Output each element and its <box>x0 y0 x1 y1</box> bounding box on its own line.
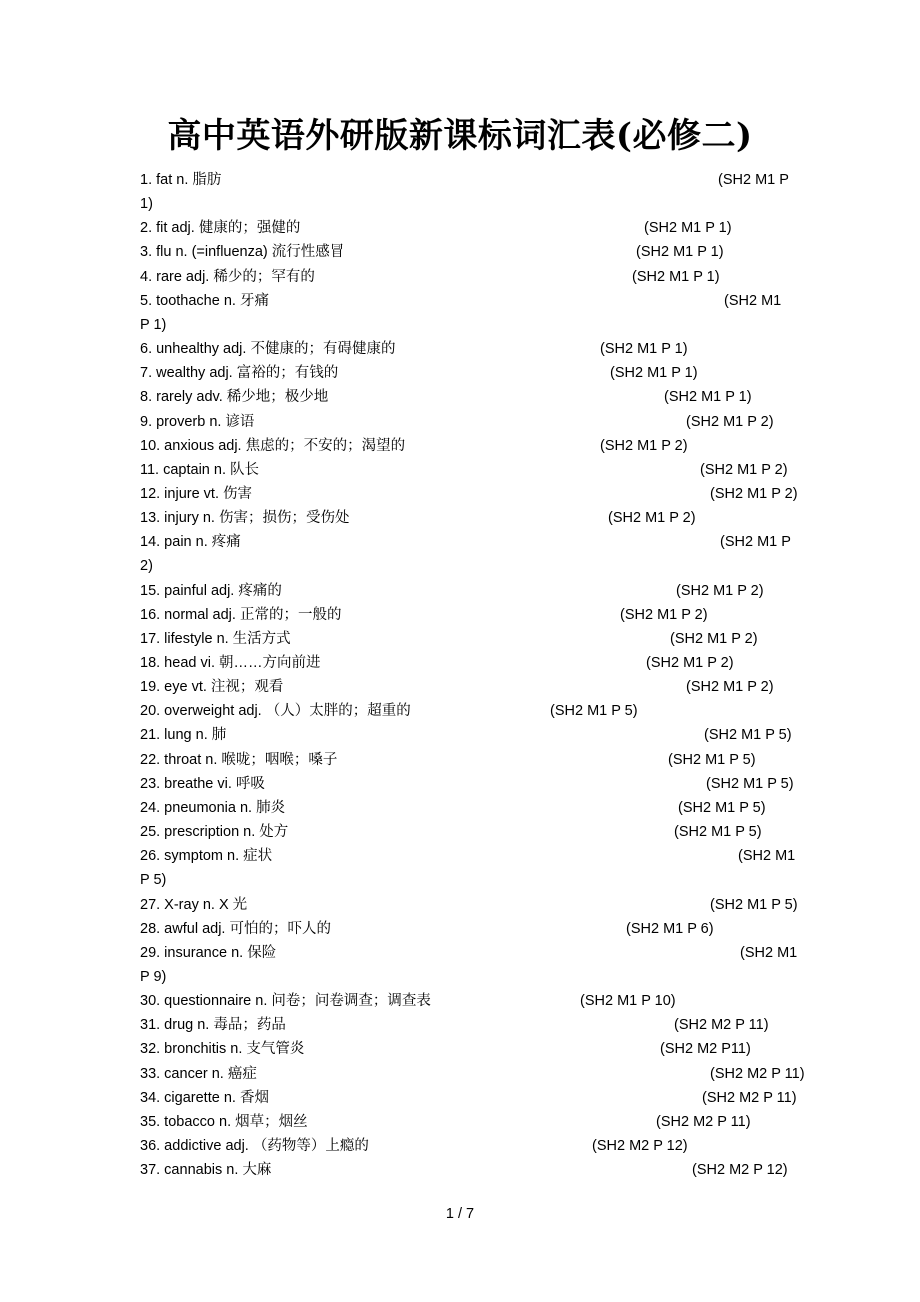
entry-text: 5. toothache n. 牙痛 <box>140 292 269 309</box>
entry-text: 18. head vi. 朝……方向前进 <box>140 655 321 671</box>
entry-reference: (SH2 M1 P 2) <box>676 582 764 599</box>
entry-text: 36. addictive adj. （药物等）上瘾的 <box>140 1138 369 1154</box>
entry-text: 24. pneumonia n. 肺炎 <box>140 799 286 816</box>
entry-reference: (SH2 M1 <box>740 944 798 961</box>
entry-text: 2. fit adj. 健康的；强健的 <box>140 220 301 237</box>
entry-reference: (SH2 M1 P <box>718 172 789 188</box>
entry-text: 29. insurance n. 保险 <box>140 944 277 961</box>
entry-text: 6. unhealthy adj. 不健康的；有碍健康的 <box>140 341 396 358</box>
entry-reference: (SH2 M1 P 10) <box>580 993 676 1010</box>
entry-reference: (SH2 M1 <box>724 292 782 309</box>
entry-reference-continued: P 9) <box>140 968 167 985</box>
entry-reference: (SH2 M1 P 5) <box>550 703 638 720</box>
entry-reference: (SH2 M1 P 1) <box>600 341 688 358</box>
entry-reference: (SH2 M2 P11) <box>660 1041 751 1058</box>
entry-text: 19. eye vt. 注视；观看 <box>140 679 284 696</box>
entry-text: 14. pain n. 疼痛 <box>140 534 241 551</box>
entry-reference: (SH2 M1 P 2) <box>686 413 774 430</box>
entry-text: 37. cannabis n. 大麻 <box>140 1162 272 1179</box>
entry-reference: (SH2 M1 <box>738 848 796 865</box>
page-number: 1 / 7 <box>445 1206 475 1222</box>
entry-reference: (SH2 M1 P 2) <box>608 510 696 527</box>
entry-text: 35. tobacco n. 烟草；烟丝 <box>140 1113 308 1130</box>
entry-reference: (SH2 M1 P 1) <box>664 389 752 406</box>
entry-reference: (SH2 M2 P 12) <box>592 1138 688 1154</box>
entry-reference: (SH2 M1 P 1) <box>644 220 732 237</box>
entry-reference: (SH2 M1 P 2) <box>646 655 734 671</box>
entry-reference: (SH2 M1 P 5) <box>710 896 798 913</box>
entry-text: 20. overweight adj. （人）太胖的；超重的 <box>140 703 411 720</box>
entry-text: 12. injure vt. 伤害 <box>140 485 253 502</box>
entry-reference: (SH2 M1 P 2) <box>600 437 688 454</box>
entry-reference-continued: P 5) <box>140 872 167 889</box>
entry-text: 26. symptom n. 症状 <box>140 848 273 865</box>
entry-text: 7. wealthy adj. 富裕的；有钱的 <box>140 365 339 382</box>
entry-text: 4. rare adj. 稀少的；罕有的 <box>140 268 315 285</box>
entry-reference-continued: P 1) <box>140 316 167 333</box>
entry-reference: (SH2 M1 P 2) <box>710 485 798 502</box>
entry-text: 10. anxious adj. 焦虑的；不安的；渴望的 <box>140 437 406 454</box>
entry-text: 9. proverb n. 谚语 <box>140 413 255 430</box>
entry-text: 34. cigarette n. 香烟 <box>140 1089 269 1106</box>
entry-reference: (SH2 M2 P 11) <box>674 1017 769 1034</box>
entry-text: 27. X-ray n. X 光 <box>140 896 248 913</box>
entry-reference: (SH2 M1 P 5) <box>704 727 792 744</box>
entry-reference: (SH2 M2 P 12) <box>692 1162 788 1179</box>
entry-text: 33. cancer n. 癌症 <box>140 1065 257 1082</box>
entry-text: 23. breathe vi. 呼吸 <box>140 775 265 792</box>
entry-text: 30. questionnaire n. 问卷；问卷调查；调查表 <box>140 993 431 1010</box>
entry-reference: (SH2 M1 P 1) <box>610 365 698 382</box>
entry-text: 16. normal adj. 正常的；一般的 <box>140 606 342 623</box>
entry-text: 13. injury n. 伤害；损伤；受伤处 <box>140 510 350 527</box>
entry-reference: (SH2 M1 P 5) <box>706 775 794 792</box>
entry-reference: (SH2 M2 P 11) <box>710 1065 805 1082</box>
entry-reference: (SH2 M1 P 6) <box>626 920 714 937</box>
entry-reference-continued: 2) <box>140 558 153 575</box>
entry-text: 1. fat n. 脂肪 <box>140 172 222 188</box>
entry-text: 28. awful adj. 可怕的；吓人的 <box>140 920 331 937</box>
entry-text: 11. captain n. 队长 <box>140 461 260 478</box>
entry-reference: (SH2 M2 P 11) <box>656 1113 751 1130</box>
entry-text: 8. rarely adv. 稀少地；极少地 <box>140 389 329 406</box>
entry-reference: (SH2 M1 P 5) <box>678 799 766 816</box>
entry-text: 22. throat n. 喉咙；咽喉；嗓子 <box>140 751 338 768</box>
entry-text: 15. painful adj. 疼痛的 <box>140 582 282 599</box>
entry-reference: (SH2 M1 P 5) <box>668 751 756 768</box>
entry-text: 25. prescription n. 处方 <box>140 824 289 841</box>
entry-reference: (SH2 M1 P 2) <box>686 679 774 696</box>
entry-reference: (SH2 M1 P 2) <box>670 630 758 647</box>
entry-reference: (SH2 M2 P 11) <box>702 1089 797 1106</box>
entry-text: 17. lifestyle n. 生活方式 <box>140 630 291 647</box>
page-title: 高中英语外研版新课标词汇表(必修二) <box>167 116 753 156</box>
entry-reference-continued: 1) <box>140 196 153 213</box>
entry-reference: (SH2 M1 P 2) <box>700 461 788 478</box>
entry-reference: (SH2 M1 P <box>720 534 791 551</box>
entry-text: 32. bronchitis n. 支气管炎 <box>140 1041 305 1058</box>
entry-text: 21. lung n. 肺 <box>140 727 227 744</box>
entry-text: 31. drug n. 毒品；药品 <box>140 1017 286 1034</box>
entry-reference: (SH2 M1 P 1) <box>632 268 720 285</box>
entry-reference: (SH2 M1 P 1) <box>636 244 724 261</box>
entry-reference: (SH2 M1 P 2) <box>620 606 708 623</box>
entry-text: 3. flu n. (=influenza) 流行性感冒 <box>140 244 345 261</box>
entry-reference: (SH2 M1 P 5) <box>674 824 762 841</box>
